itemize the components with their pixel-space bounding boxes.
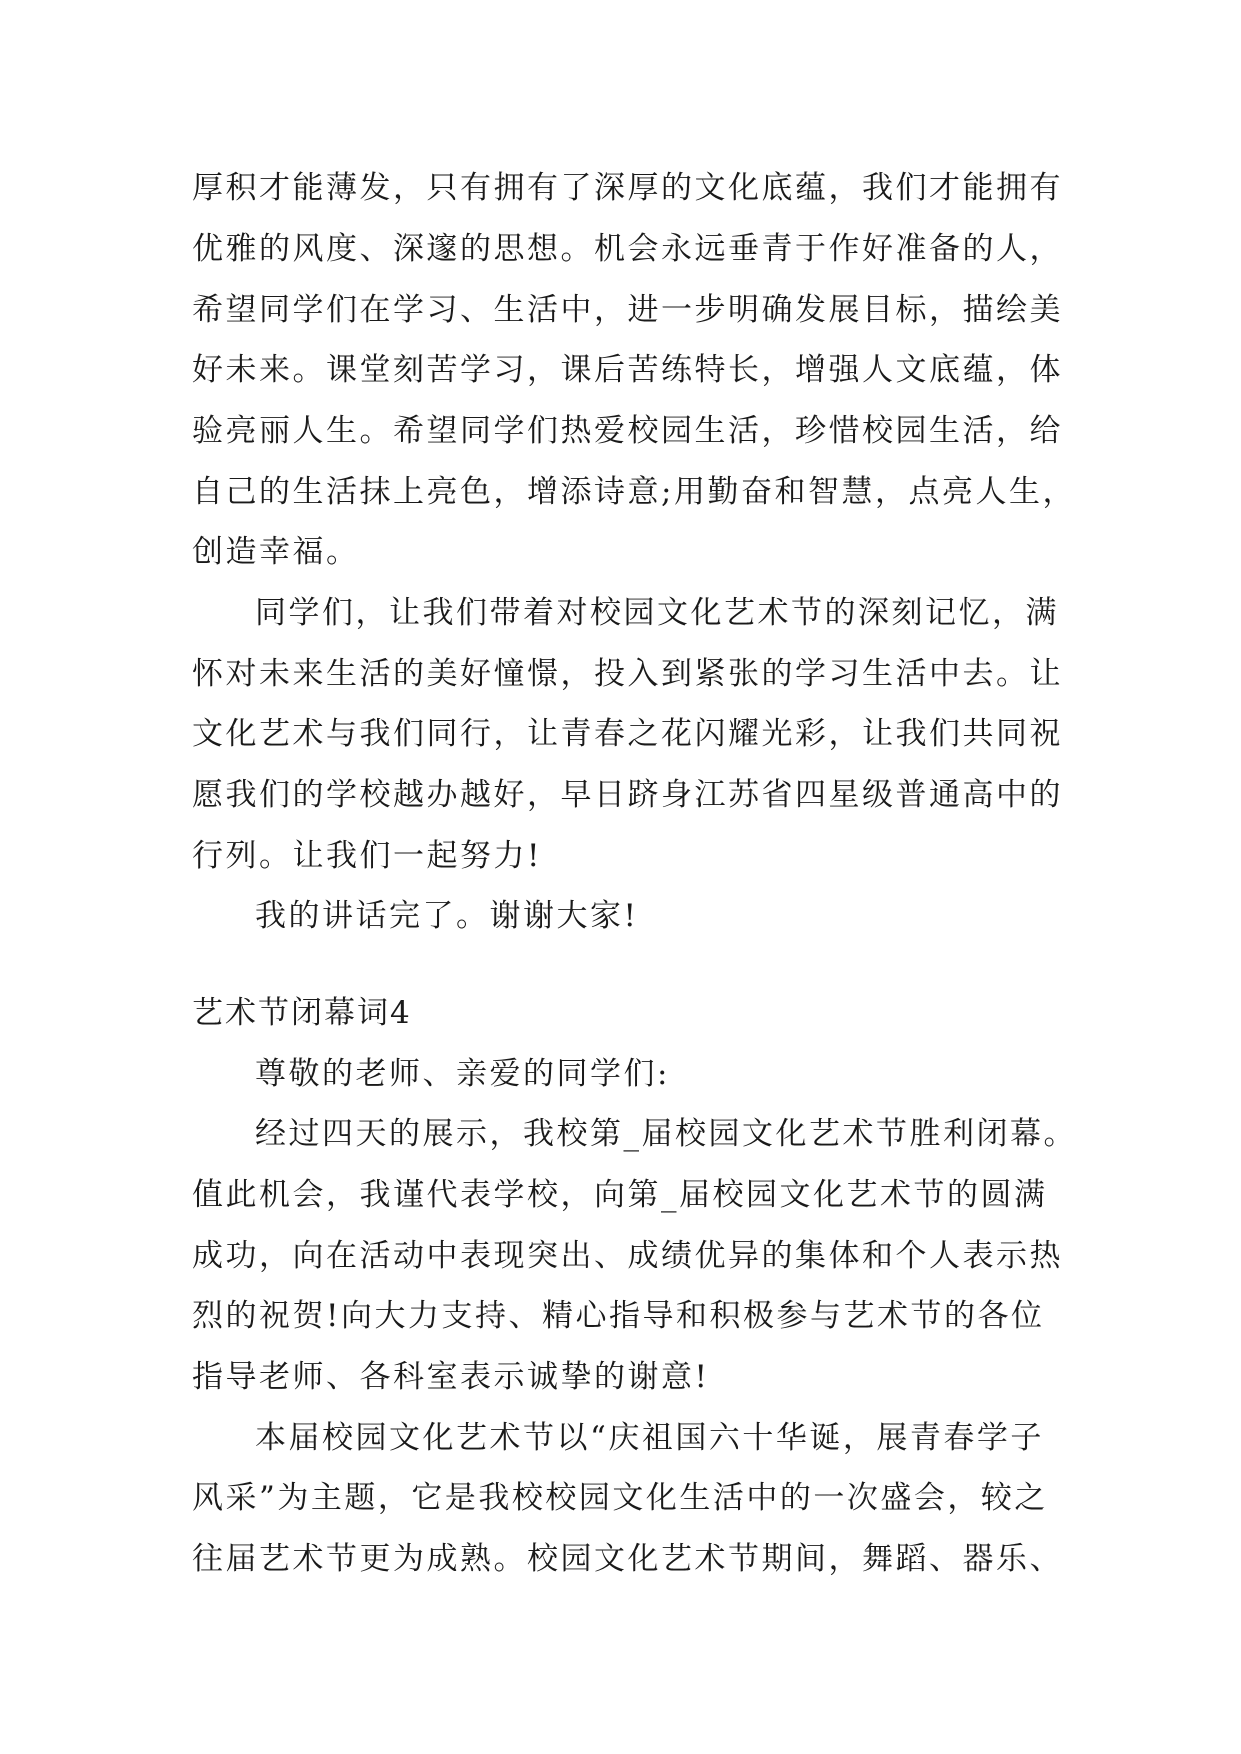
paragraph-line: 希望同学们在学习、生活中，进一步明确发展目标，描绘美 bbox=[192, 292, 1063, 328]
paragraph-line: 愿我们的学校越办越好，早日跻身江苏省四星级普通高中的 bbox=[192, 777, 1063, 813]
paragraph-line: 烈的祝贺!向大力支持、精心指导和积极参与艺术节的各位 bbox=[192, 1298, 1045, 1334]
paragraph-line: 好未来。课堂刻苦学习，课后苦练特长，增强人文底蕴，体 bbox=[192, 352, 1063, 388]
paragraph-line: 经过四天的展示，我校第_届校园文化艺术节胜利闭幕。 bbox=[255, 1116, 1077, 1152]
paragraph-line: 创造幸福。 bbox=[192, 534, 360, 570]
paragraph-line: 我的讲话完了。谢谢大家! bbox=[255, 898, 639, 934]
paragraph-line: 验亮丽人生。希望同学们热爱校园生活，珍惜校园生活，给 bbox=[192, 413, 1063, 449]
salutation-line: 尊敬的老师、亲爱的同学们: bbox=[255, 1056, 670, 1092]
paragraph-line: 厚积才能薄发，只有拥有了深厚的文化底蕴，我们才能拥有 bbox=[192, 170, 1063, 206]
paragraph-line: 文化艺术与我们同行，让青春之花闪耀光彩，让我们共同祝 bbox=[192, 716, 1063, 752]
paragraph-line: 行列。让我们一起努力! bbox=[192, 838, 542, 874]
paragraph-line: 指导老师、各科室表示诚挚的谢意! bbox=[192, 1359, 710, 1395]
paragraph-line: 同学们，让我们带着对校园文化艺术节的深刻记忆，满 bbox=[255, 595, 1059, 631]
paragraph-line: 优雅的风度、深邃的思想。机会永远垂青于作好准备的人， bbox=[192, 231, 1063, 267]
paragraph-line: 怀对未来生活的美好憧憬，投入到紧张的学习生活中去。让 bbox=[192, 656, 1063, 692]
paragraph-line: 本届校园文化艺术节以“庆祖国六十华诞，展青春学子 bbox=[255, 1420, 1044, 1456]
paragraph-line: 往届艺术节更为成熟。校园文化艺术节期间，舞蹈、器乐、 bbox=[192, 1541, 1063, 1577]
paragraph-line: 值此机会，我谨代表学校，向第_届校园文化艺术节的圆满 bbox=[192, 1177, 1048, 1213]
paragraph-line: 自己的生活抹上亮色，增添诗意;用勤奋和智慧，点亮人生， bbox=[192, 474, 1076, 510]
paragraph-line: 成功，向在活动中表现突出、成绩优异的集体和个人表示热 bbox=[192, 1238, 1063, 1274]
section-heading: 艺术节闭幕词4 bbox=[192, 995, 412, 1031]
paragraph-line: 风采”为主题，它是我校校园文化生活中的一次盛会，较之 bbox=[192, 1480, 1048, 1516]
